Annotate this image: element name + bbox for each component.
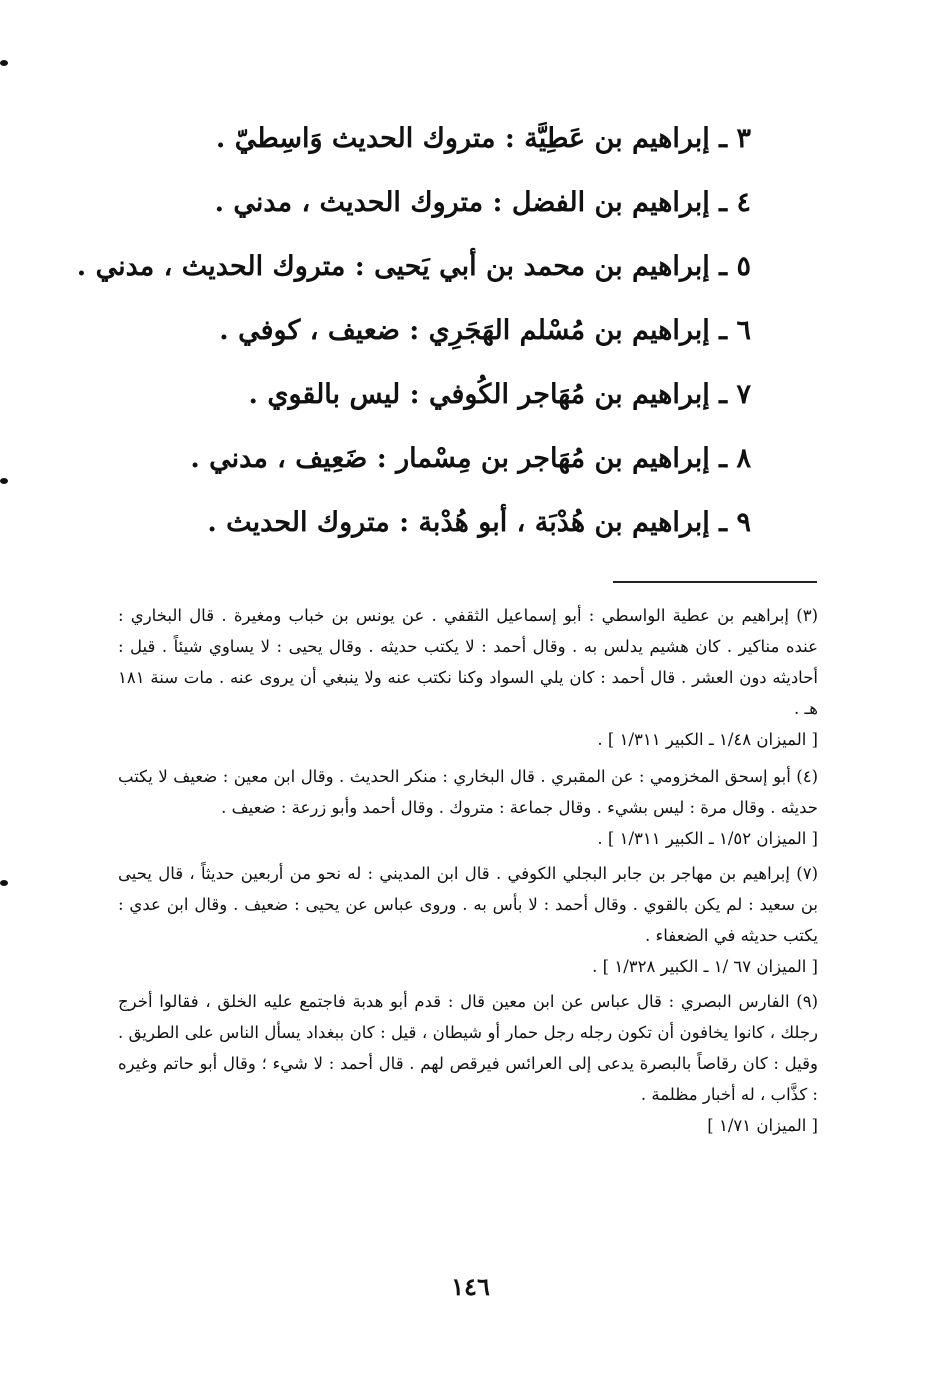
footnote-4-text: (٤) أبو إسحق المخزومي : عن المقبري . قال البخاري : منكر الحديث . وقال ابن معين : ضعيف لا يكتب حديثه . وقال مرة : ليس بشيء . وقال جماعة : متروك . وقال أحمد وأبو زرعة : ضعيف .: [118, 767, 818, 817]
narrator-entry-4: ٤ ـ إبراهيم بن الفضل : متروك الحديث ، مدني .: [214, 187, 751, 218]
footnotes: [118, 600, 818, 1141]
narrator-entry-5: ٥ ـ إبراهيم بن محمد بن أبي يَحيى : متروك الحديث ، مدني .: [76, 251, 751, 282]
narrator-entry-9: ٩ ـ إبراهيم بن هُدْبَة ، أبو هُدْبة : متروك الحديث .: [207, 507, 751, 538]
narrator-entry-3: ٣ ـ إبراهيم بن عَطِيَّة : متروك الحديث وَاسِطيّ .: [215, 123, 751, 154]
footnote-7: [118, 858, 818, 982]
footnote-3: [118, 600, 818, 755]
footnote-3-reference: [ الميزان ١/٤٨ ـ الكبير ١/٣١١ ] .: [597, 730, 818, 749]
scan-edge-mark-top: [0, 60, 8, 66]
narrator-entry-6: ٦ ـ إبراهيم بن مُسْلم الهَجَرِي : ضعيف ، كوفي .: [219, 315, 751, 346]
narrator-entry-8: ٨ ـ إبراهيم بن مُهَاجر بن مِسْمار : ضَعِيف ، مدني .: [190, 443, 751, 474]
narrator-entry-7: ٧ ـ إبراهيم بن مُهَاجر الكُوفي : ليس بالقوي .: [248, 379, 751, 410]
footnote-separator: [613, 581, 817, 583]
footnote-4: [118, 761, 818, 854]
narrator-list: [76, 112, 751, 560]
page-number: ١٤٦: [451, 1272, 490, 1301]
footnote-7-reference: [ الميزان ٦٧ /١ ـ الكبير ١/٣٢٨ ] .: [592, 957, 818, 976]
footnote-9: [118, 986, 818, 1141]
footnote-4-reference: [ الميزان ١/٥٢ ـ الكبير ١/٣١١ ] .: [597, 829, 818, 848]
footnote-7-text: (٧) إبراهيم بن مهاجر بن جابر البجلي الكوفي . قال ابن المديني : له نحو من أربعين حديثاً ، قال يحيى بن سعيد : لم يكن بالقوي . وقال أحمد : لا بأس به . وروى عباس عن يحيى : ضعيف . وقال ابن عدي : يكتب حديثه في الضعفاء .: [118, 864, 818, 945]
scan-edge-mark-middle: [0, 478, 8, 484]
footnote-9-text: (٩) الفارس البصري : قال عباس عن ابن معين قال : قدم أبو هدبة فاجتمع عليه الخلق ، فقالوا أخرج رجلك ، كانوا يخافون أن تكون رجله رجل حمار أو شيطان ، قيل : كان ببغداد يسأل الناس على الطريق . وقيل : كان رقاصاً بالبصرة يدعى إلى العرائس فيرقص لهم . قال أحمد : لا شيء ؛ وقال أبو حاتم وغيره : كذَّاب ، له أخبار مظلمة .: [118, 992, 818, 1104]
footnote-3-text: (٣) إبراهيم بن عطية الواسطي : أبو إسماعيل الثقفي . عن يونس بن خباب ومغيرة . قال البخاري : عنده مناكير . كان هشيم يدلس به . وقال أحمد : لا يكتب حديثه . وقال يحيى : لا يساوي شيئاً . قيل : أحاديثه دون العشر . قال أحمد : كان يلي السواد وكنا نكتب عنه ولا ينبغي أن يروى عنه . مات سنة ١٨١ هـ .: [118, 606, 818, 718]
footnote-9-reference: [ الميزان ١/٧١ ]: [707, 1116, 818, 1135]
scan-edge-mark-lower: [0, 880, 8, 886]
